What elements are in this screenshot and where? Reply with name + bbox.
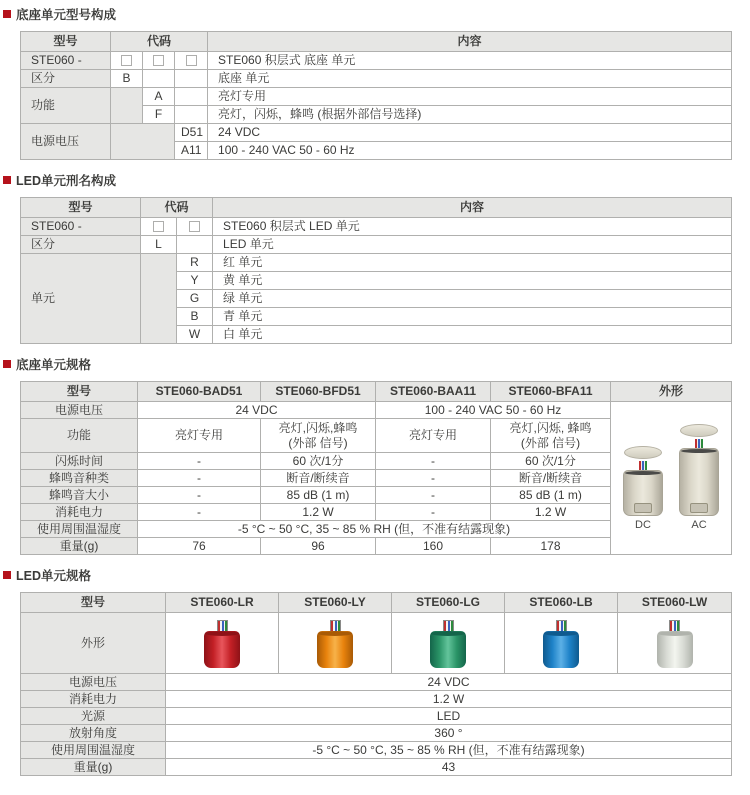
row-label-cell: 区分: [21, 236, 141, 254]
func-line1: 亮灯,闪烁, 蜂鸣: [509, 420, 592, 435]
func-line2: (外部 信号): [288, 435, 348, 450]
value-cell: 断音/断续音: [491, 470, 611, 487]
code-cell: B: [177, 308, 213, 326]
value-cell: 1.2 W: [166, 691, 732, 708]
col-header-model: 型号: [21, 198, 141, 218]
value-cell: -: [376, 453, 491, 470]
led-image-cell: [505, 613, 618, 674]
wire-connector-icon: [330, 620, 341, 631]
filler-cell: [111, 88, 143, 124]
wire-connector-icon: [217, 620, 228, 631]
base-unit-cap: [624, 446, 662, 459]
row-label-cell: 光源: [21, 708, 166, 725]
filler-cell: [141, 254, 177, 344]
value-cell: 160: [376, 538, 491, 555]
content-cell: 青 单元: [213, 308, 732, 326]
red-square-bullet-icon: [3, 360, 11, 368]
code-cell: [141, 218, 177, 236]
empty-code-cell: [177, 236, 213, 254]
led-image-cell: [392, 613, 505, 674]
row-label-cell: 外形: [21, 613, 166, 674]
value-cell: 85 dB (1 m): [261, 487, 376, 504]
row-label-cell: 闪烁时间: [21, 453, 138, 470]
row-label-cell: 功能: [21, 88, 111, 124]
checkbox-placeholder-icon: [186, 55, 197, 66]
value-cell: 1.2 W: [261, 504, 376, 521]
section-title-text: LED单元刑名构成: [16, 174, 117, 188]
section-title: [3, 5, 732, 23]
value-cell: LED: [166, 708, 732, 725]
base-unit-body: [623, 470, 663, 516]
value-cell: -5 °C ~ 50 °C, 35 ~ 85 % RH (但，不准有结露现象): [138, 521, 611, 538]
filler-cell: [111, 124, 175, 160]
base-unit-model-table: [20, 31, 732, 160]
row-label-cell: 单元: [21, 254, 141, 344]
value-cell: [491, 419, 611, 453]
led-unit-green-image: [398, 617, 498, 670]
col-header-outline: 外形: [611, 382, 732, 402]
col-header-lg: STE060-LG: [392, 593, 505, 613]
value-cell: 96: [261, 538, 376, 555]
value-cell: -: [376, 504, 491, 521]
code-cell: G: [177, 290, 213, 308]
code-cell: A11: [175, 142, 208, 160]
value-cell: 断音/断续音: [261, 470, 376, 487]
section-led-spec: [3, 566, 732, 776]
func-line2: (外部 信号): [520, 435, 581, 450]
col-header-model: 型号: [21, 32, 111, 52]
base-unit-ac-image: [679, 424, 719, 533]
col-header-content: 内容: [213, 198, 732, 218]
checkbox-placeholder-icon: [121, 55, 132, 66]
base-unit-cap: [680, 424, 718, 437]
section-title-text: 底座单元规格: [16, 358, 92, 372]
col-header-code: 代码: [111, 32, 208, 52]
empty-code-cell: [175, 106, 208, 124]
led-unit-blue-image: [511, 617, 611, 670]
col-header-model: 型号: [21, 593, 166, 613]
content-cell: LED 单元: [213, 236, 732, 254]
value-cell: -: [138, 470, 261, 487]
row-label-cell: STE060 -: [21, 218, 141, 236]
code-cell: L: [141, 236, 177, 254]
col-header-lw: STE060-LW: [618, 593, 732, 613]
col-header-lb: STE060-LB: [505, 593, 618, 613]
wire-connector-icon: [639, 461, 647, 470]
value-cell: 100 - 240 VAC 50 - 60 Hz: [376, 402, 611, 419]
col-header-content: 内容: [208, 32, 732, 52]
code-cell: F: [143, 106, 175, 124]
value-cell: 360 °: [166, 725, 732, 742]
col-header-lr: STE060-LR: [166, 593, 279, 613]
row-label-cell: 重量(g): [21, 538, 138, 555]
outline-image-cell: [611, 402, 732, 555]
ac-label: AC: [691, 518, 707, 531]
base-unit-spec-table: [20, 381, 732, 555]
led-unit-white-image: [624, 617, 725, 670]
value-cell: -: [376, 487, 491, 504]
row-label-cell: 电源电压: [21, 674, 166, 691]
checkbox-placeholder-icon: [189, 221, 200, 232]
dc-label: DC: [635, 518, 651, 531]
section-led-model: [3, 171, 732, 344]
led-image-cell: [618, 613, 732, 674]
col-header-ly: STE060-LY: [279, 593, 392, 613]
col-header-bfd51: STE060-BFD51: [261, 382, 376, 402]
row-label-cell: 消耗电力: [21, 504, 138, 521]
row-label-cell: 电源电压: [21, 124, 111, 160]
row-label-cell: 使用周围温湿度: [21, 742, 166, 759]
code-cell: A: [143, 88, 175, 106]
row-label-cell: 消耗电力: [21, 691, 166, 708]
row-label-cell: 功能: [21, 419, 138, 453]
led-image-cell: [279, 613, 392, 674]
code-cell: W: [177, 326, 213, 344]
led-unit-spec-table: [20, 592, 732, 776]
led-body-amber: [317, 631, 353, 668]
led-unit-red-image: [172, 617, 272, 670]
value-cell: 43: [166, 759, 732, 776]
value-cell: 60 次/1分: [491, 453, 611, 470]
led-body-blue: [543, 631, 579, 668]
checkbox-placeholder-icon: [153, 221, 164, 232]
code-cell: D51: [175, 124, 208, 142]
wire-connector-icon: [443, 620, 454, 631]
empty-code-cell: [143, 70, 175, 88]
code-cell: Y: [177, 272, 213, 290]
section-title: [3, 355, 732, 373]
led-image-cell: [166, 613, 279, 674]
content-cell: 绿 单元: [213, 290, 732, 308]
section-title: [3, 171, 732, 189]
code-cell: B: [111, 70, 143, 88]
code-cell: [111, 52, 143, 70]
base-unit-body: [679, 448, 719, 516]
wire-connector-icon: [669, 620, 680, 631]
value-cell: 24 VDC: [138, 402, 376, 419]
row-label-cell: 使用周围温湿度: [21, 521, 138, 538]
content-cell: 100 - 240 VAC 50 - 60 Hz: [208, 142, 732, 160]
value-cell: -: [138, 487, 261, 504]
col-header-model: 型号: [21, 382, 138, 402]
row-label-cell: 蜂鸣音种类: [21, 470, 138, 487]
led-unit-model-table: [20, 197, 732, 344]
row-label-cell: 重量(g): [21, 759, 166, 776]
col-header-code: 代码: [141, 198, 213, 218]
red-square-bullet-icon: [3, 176, 11, 184]
section-base-model: [3, 5, 732, 160]
wire-connector-icon: [695, 439, 703, 448]
value-cell: -5 °C ~ 50 °C, 35 ~ 85 % RH (但，不准有结露现象): [166, 742, 732, 759]
code-cell: [175, 52, 208, 70]
value-cell: 60 次/1分: [261, 453, 376, 470]
value-cell: 亮灯专用: [138, 419, 261, 453]
code-cell: [143, 52, 175, 70]
section-title-text: 底座单元型号构成: [16, 8, 117, 22]
section-title: [3, 566, 732, 584]
value-cell: 76: [138, 538, 261, 555]
value-cell: -: [376, 470, 491, 487]
row-label-cell: 区分: [21, 70, 111, 88]
content-cell: 底座 单元: [208, 70, 732, 88]
red-square-bullet-icon: [3, 571, 11, 579]
content-cell: 白 单元: [213, 326, 732, 344]
content-cell: 24 VDC: [208, 124, 732, 142]
row-label-cell: 放射角度: [21, 725, 166, 742]
empty-code-cell: [175, 88, 208, 106]
content-cell: 黄 单元: [213, 272, 732, 290]
code-cell: R: [177, 254, 213, 272]
value-cell: 24 VDC: [166, 674, 732, 691]
col-header-bfa11: STE060-BFA11: [491, 382, 611, 402]
checkbox-placeholder-icon: [153, 55, 164, 66]
base-unit-images: [617, 420, 725, 537]
content-cell: 红 单元: [213, 254, 732, 272]
value-cell: 亮灯专用: [376, 419, 491, 453]
led-body-white: [657, 631, 693, 668]
value-cell: -: [138, 453, 261, 470]
content-cell: STE060 积层式 LED 单元: [213, 218, 732, 236]
value-cell: 178: [491, 538, 611, 555]
section-base-spec: [3, 355, 732, 555]
code-cell: [177, 218, 213, 236]
value-cell: 1.2 W: [491, 504, 611, 521]
row-label-cell: STE060 -: [21, 52, 111, 70]
empty-code-cell: [175, 70, 208, 88]
content-cell: 亮灯专用: [208, 88, 732, 106]
section-title-text: LED单元规格: [16, 569, 92, 583]
row-label-cell: 蜂鸣音大小: [21, 487, 138, 504]
col-header-baa11: STE060-BAA11: [376, 382, 491, 402]
red-square-bullet-icon: [3, 10, 11, 18]
base-unit-dc-image: [623, 446, 663, 533]
led-unit-amber-image: [285, 617, 385, 670]
wire-connector-icon: [556, 620, 567, 631]
led-body-green: [430, 631, 466, 668]
content-cell: STE060 积层式 底座 单元: [208, 52, 732, 70]
row-label-cell: 电源电压: [21, 402, 138, 419]
func-line1: 亮灯,闪烁,蜂鸣: [278, 420, 358, 435]
led-body-red: [204, 631, 240, 668]
value-cell: -: [138, 504, 261, 521]
value-cell: 85 dB (1 m): [491, 487, 611, 504]
content-cell: 亮灯，闪烁，蜂鸣 (根据外部信号选择): [208, 106, 732, 124]
col-header-bad51: STE060-BAD51: [138, 382, 261, 402]
value-cell: [261, 419, 376, 453]
